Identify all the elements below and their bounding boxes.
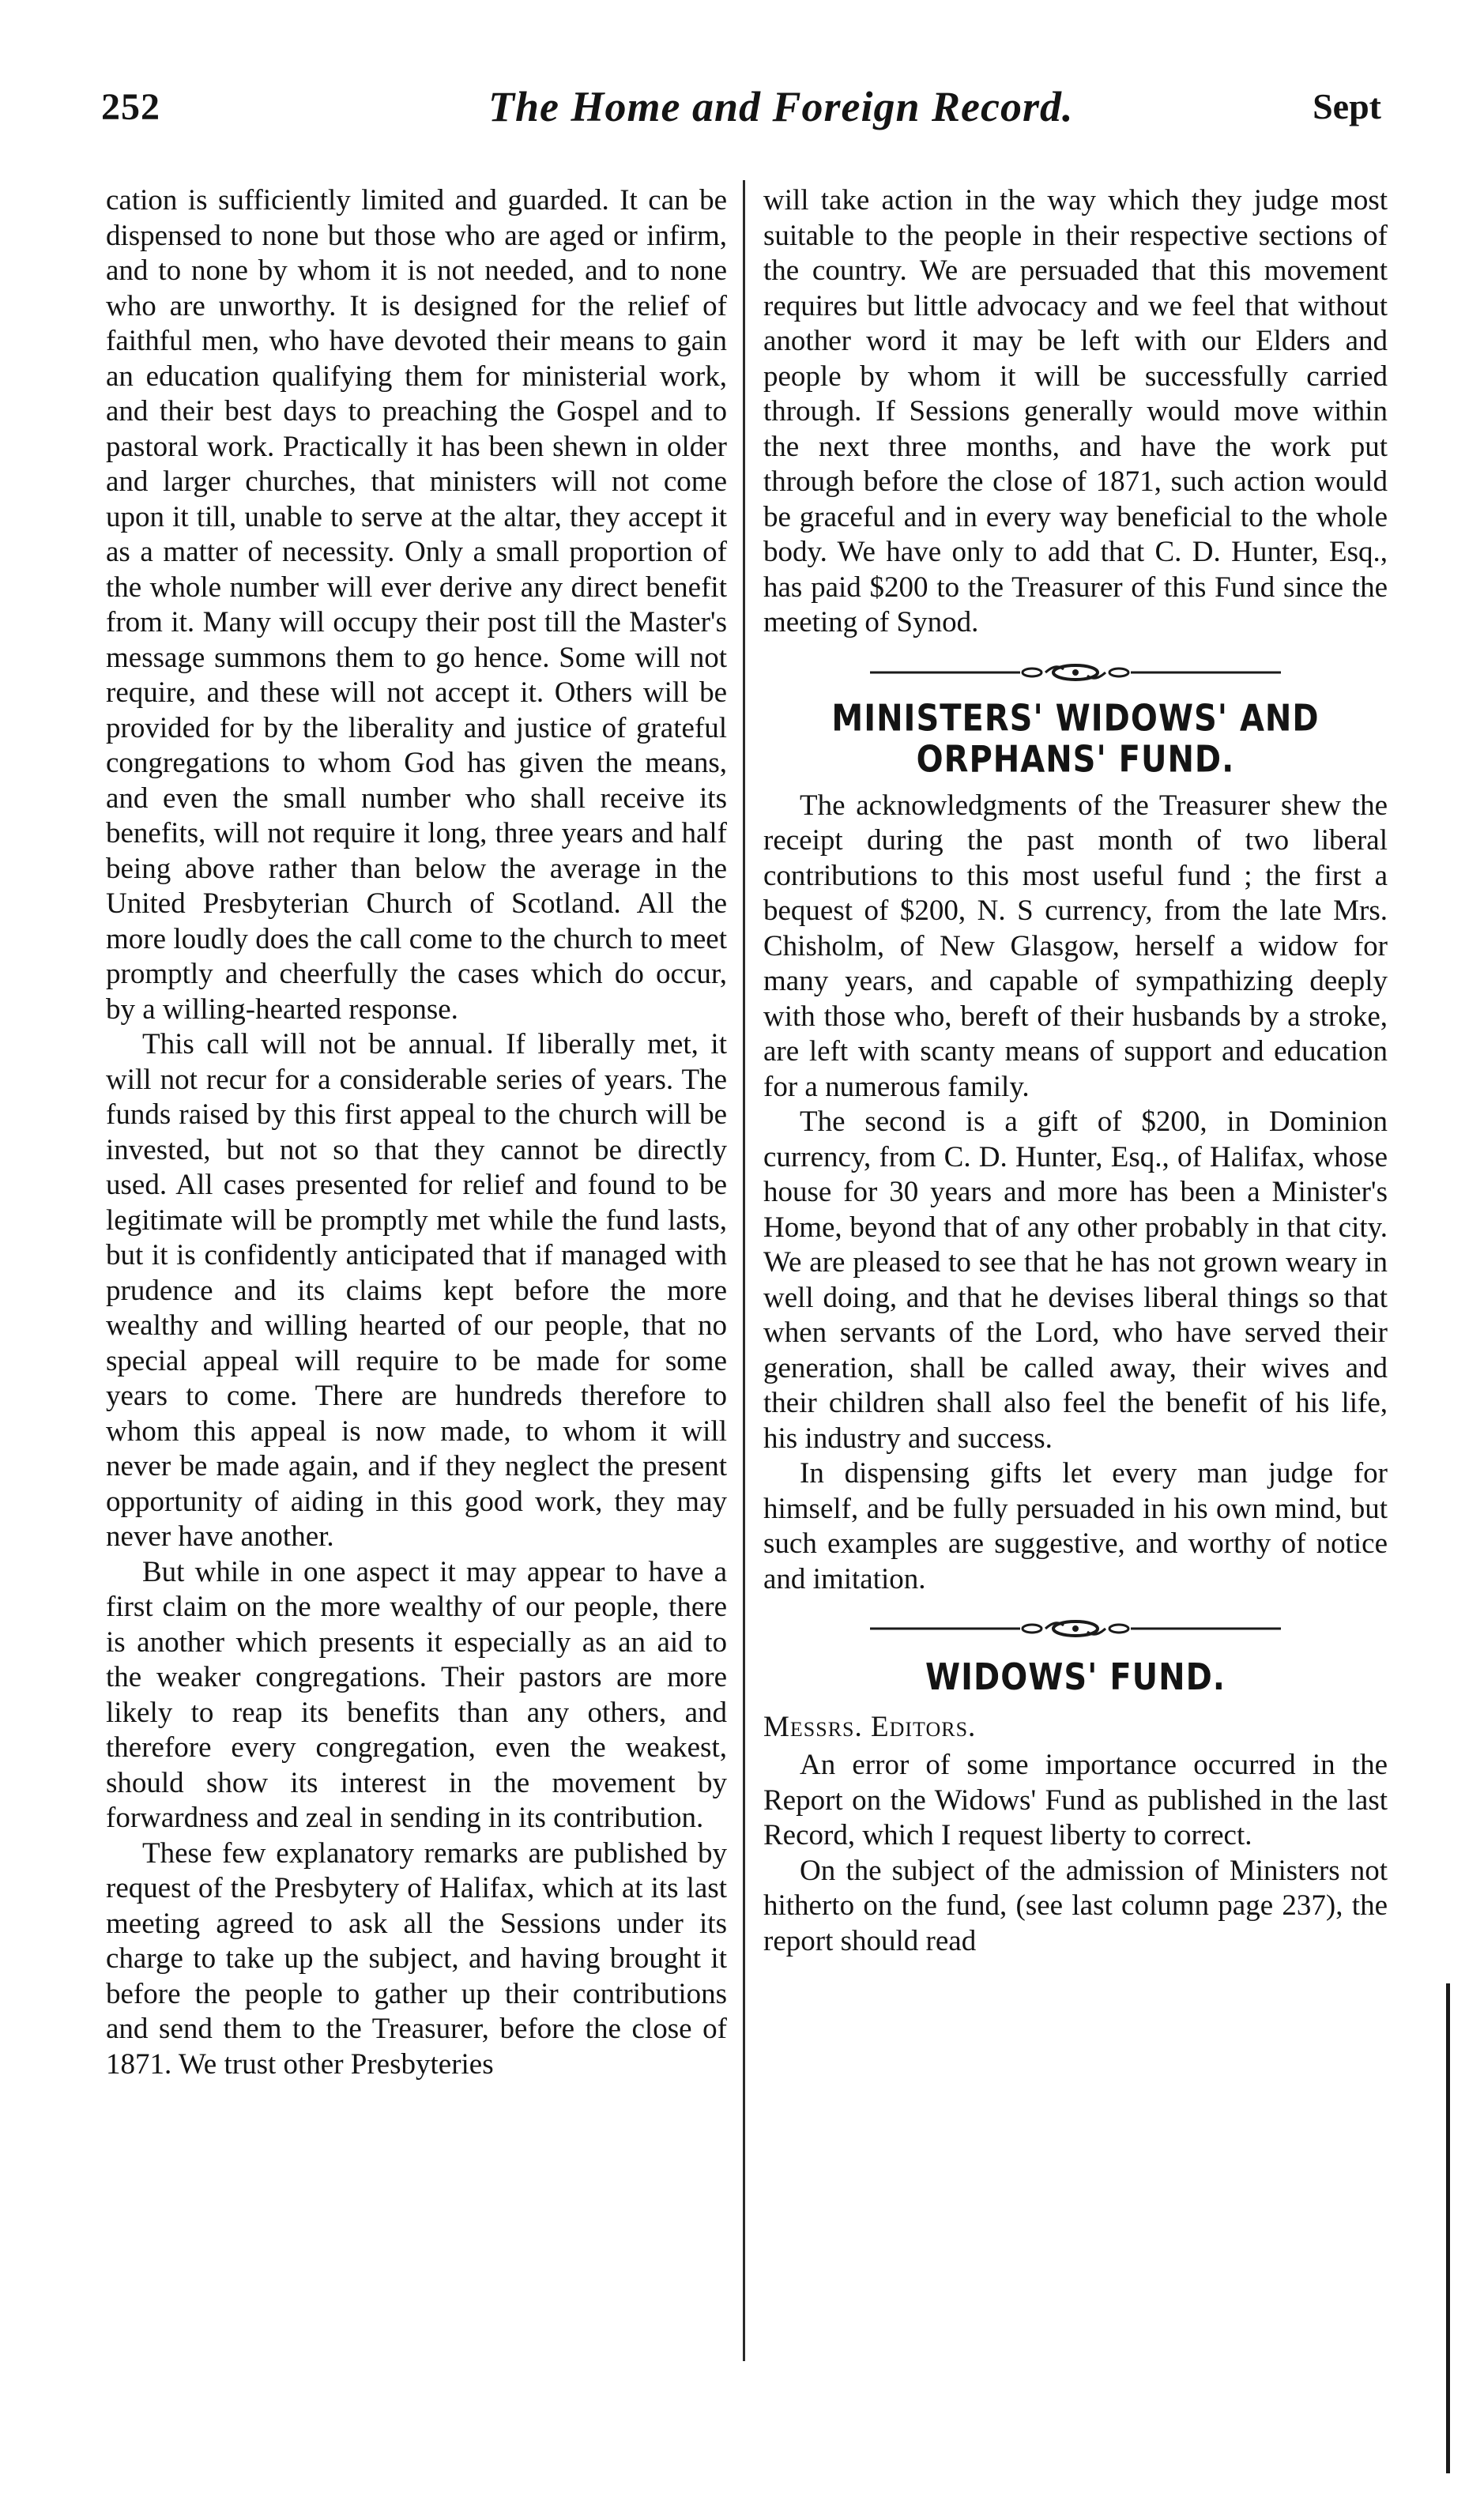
left-column xyxy=(106,183,727,2082)
column-divider xyxy=(743,180,745,2361)
ornamental-rule-icon xyxy=(862,658,1289,687)
paragraph: But while in one aspect it may appear to have a first claim on the more wealthy of our people, there is another which presents it especially as an aid to the weaker congregations. Their pastors are more likely to reap its benefits than any others, and therefore every congregation, even the weakest, should show its interest in the movement by forwardness and zeal in sending in its contribution. xyxy=(106,1555,727,1834)
right-column xyxy=(763,183,1388,1959)
paragraph: This call will not be annual. If liberally met, it will not recur for a considerable series of years. The funds raised by this first appeal to the church will be invested, but not so that they cannot be directly used. All cases presented for relief and found to be legitimate will be promptly met while the fund lasts, but it is confidently anticipated that if managed with prudence and its claims kept before the more wealthy and willing hearted of our people, that no special appeal will require to be made for some years to come. There are hundreds therefore to whom this appeal is now made, to whom it will never be made again, and if they neglect the present opportunity of aiding in this good work, they may never have another. xyxy=(106,1028,727,1553)
paragraph: cation is sufficiently limited and guarded. It can be dispensed to none but those who are aged or infirm, and to none by whom it is not needed, and to none who are unworthy. It is designed for the relief of faithful men, who have devoted their means to gain an education qualifying them for ministerial work, and their best days to preaching the Gospel and to pastoral work. Practically it has been shewn in older and larger churches, that ministers will not come upon it till, unable to serve at the altar, they accept it as a matter of necessity. Only a small proportion of the whole number will ever derive any direct benefit from it. Many will occupy their post till the Master's message summons them to go hence. Some will not require, and these will not accept it. Others will be provided for by the liberality and justice of grateful congregations to whom God has given the means, and even the small number who shall receive its benefits, will not require it long, three years and half being above rather than below the average in the United Presbyterian Church of Scotland. All the more loudly does the call come to the church to meet promptly and cheerfully the cases which do occur, by a willing-hearted response. xyxy=(106,184,727,1026)
page-edge-rule xyxy=(1446,1983,1450,2473)
salutation: Messrs. Editors. xyxy=(763,1710,977,1743)
ornamental-rule-icon xyxy=(862,1614,1289,1643)
header-month: Sept xyxy=(1313,86,1381,126)
page-header xyxy=(101,85,1381,156)
paragraph: will take action in the way which they judge most suitable to the people in their respective sections of the country. We are persuaded that this movement requires but little advocacy and we feel that without another word it may be left with our Elders and people by whom it will be successfully carried through. If Sessions generally would move within the next three months, and have the work put through before the close of 1871, such action would be graceful and in every way beneficial to the whole body. We have only to add that C. D. Hunter, Esq., has paid $200 to the Treasurer of this Fund since the meeting of Synod. xyxy=(763,184,1388,638)
running-title: The Home and Foreign Record. xyxy=(488,83,1074,130)
section-heading: MINISTERS' WIDOWS' AND ORPHANS' FUND. xyxy=(831,697,1320,780)
section-heading: WIDOWS' FUND. xyxy=(925,1656,1226,1699)
page-number: 252 xyxy=(101,86,160,128)
paragraph: The second is a gift of $200, in Dominion currency, from C. D. Hunter, Esq., of Halifax, whose house for 30 years and more has been a Minister's Home, beyond that of any other probably in that city. We are pleased to see that he has not grown weary in well doing, and that he devises liberal things so that when servants of the Lord, who have served their generation, shall be called away, their wives and their children shall also feel the benefit of his life, his industry and success. xyxy=(763,1105,1388,1455)
paragraph: On the subject of the admission of Ministers not hitherto on the fund, (see last column page 237), the report should read xyxy=(763,1854,1388,1957)
paragraph: The acknowledgments of the Treasurer shew the receipt during the past month of two liberal contributions to this most useful fund ; the first a bequest of $200, N. S currency, from the late Mrs. Chisholm, of New Glasgow, herself a widow for many years, and capable of sympathizing deeply with those who, bereft of their husbands by a stroke, are left with scanty means of support and education for a numerous family. xyxy=(763,789,1388,1103)
paragraph: In dispensing gifts let every man judge for himself, and be fully persuaded in his own mind, but such examples are suggestive, and worthy of notice and imitation. xyxy=(763,1457,1388,1595)
paragraph: An error of some importance occurred in the Report on the Widows' Fund as published in the last Record, which I request liberty to correct. xyxy=(763,1749,1388,1851)
paragraph: These few explanatory remarks are published by request of the Presbytery of Halifax, which at its last meeting agreed to ask all the Sessions under its charge to take up the subject, and having brought it before the people to gather up their contributions and send them to the Treasurer, before the close of 1871. We trust other Presbyteries xyxy=(106,1836,727,2081)
